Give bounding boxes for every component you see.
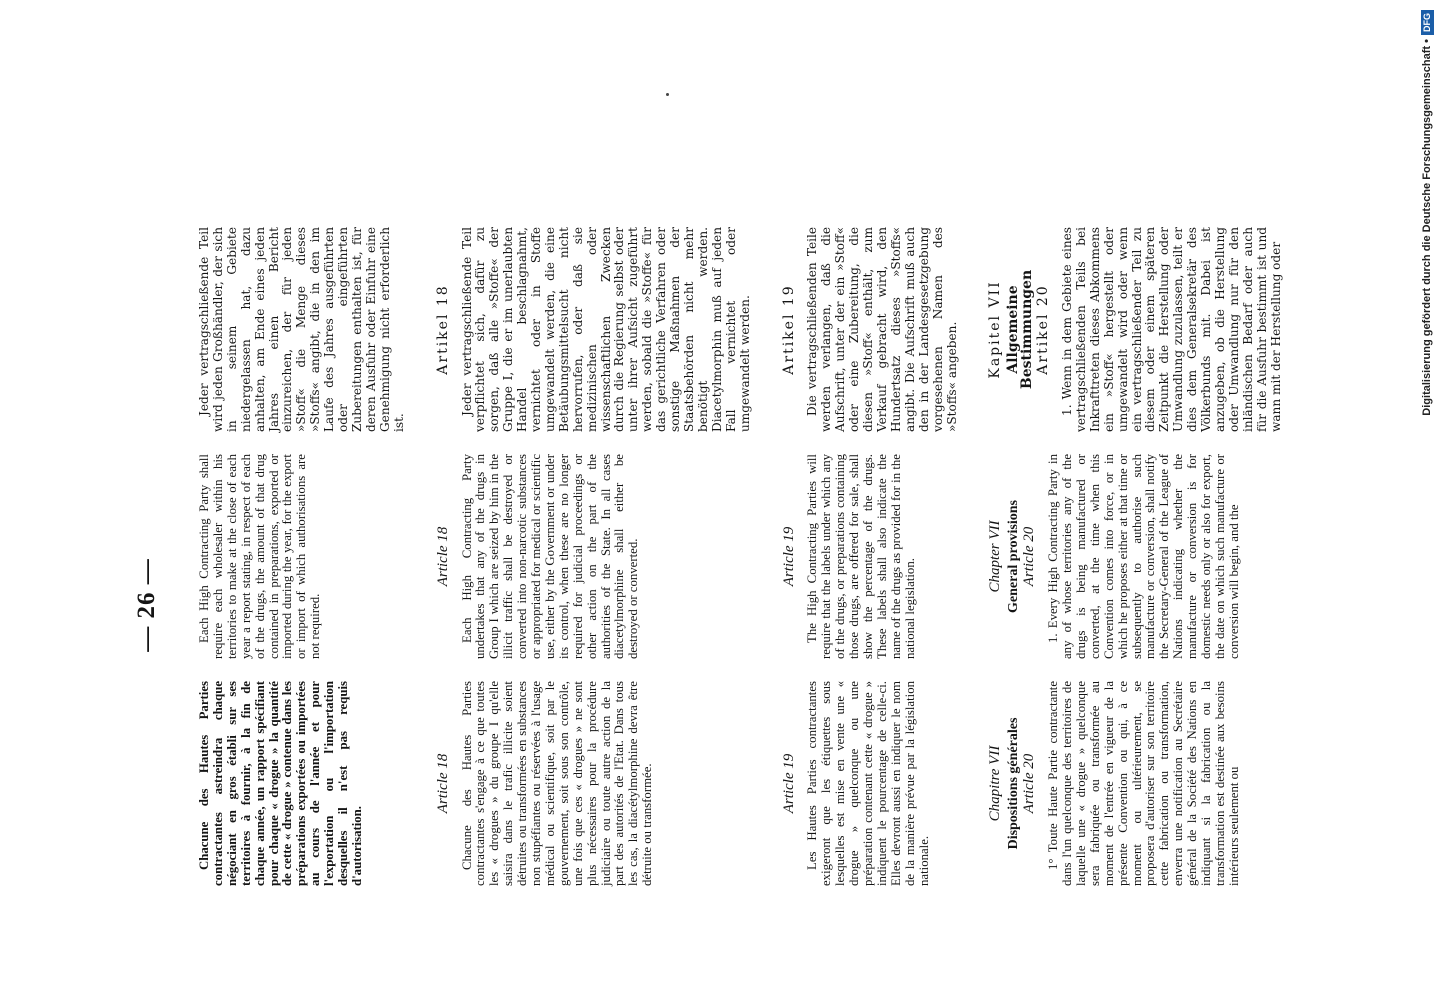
chapter-7-english — [959, 454, 1283, 659]
article-18-text-de: Jeder vertragschließende Teil verpflichtet sich, dafür zu sorgen, daß alle »Stoffe« der Gruppe I, die er im unerlaubten Handel beschlagnahmt, vernichtet oder in Stoffe umgewandelt werden, die eine Betäubungsmittelsucht nicht hervorrufen, oder daß sie medizinischen oder wissenschaftlichen Zwecken durch die Regierung selbst oder unter ihrer Aufsicht zugeführt werden, sobald die »Stoffe« für das gerichtliche Verfahren oder sonstige Maßnahmen der Staatsbehörden nicht mehr benötigt werden. Diacetylmorphin muß auf jeden Fall vernichtet oder umgewandelt werden. — [459, 227, 752, 432]
article-19-german — [753, 227, 960, 432]
scan-speck — [666, 93, 669, 96]
article-18-text-fr: Chacune des Hautes Parties contractantes s'engage à ce que toutes les « drogues » du groupe I qu'elle saisira dans le trafic illicite soient détruites ou transformées en substances non stupéfiantes ou réservées à l'usage médical ou scientifique, soit par le gouvernement, soit sous son contrôle, une fois que ces « drogues » ne sont plus nécessaires pour la procédure judiciaire ou toute autre action de la part des autorités de l'Etat. Dans tous les cas, la diacétylmorphine devra être détruite ou transformée. — [459, 681, 655, 886]
article-19-english — [753, 454, 960, 659]
column-english — [198, 454, 407, 659]
trilingual-columns — [198, 226, 1434, 886]
digitization-footer — [1418, 10, 1434, 990]
intro-german: Jeder vertragschließende Teil wird jeden Großhändler, der sich in seinem Gebiete niedergelassen hat, dazu anhalten, am Ende eines jeden Jahres einen Bericht einzureichen, der für jeden »Stoff« die Menge dieses »Stoffs« angibt, die in den im Laufe des Jahres ausgeführten oder eingeführten Zubereitungen enthalten ist, für deren Ausfuhr oder Einfuhr eine Genehmigung nicht erforderlich ist. — [197, 227, 406, 432]
article-18-row — [407, 226, 753, 886]
article-19-text-en: The High Contracting Parties will require that the labels under which any of the drugs, or preparations containing those drugs, are offered for sale, shall show the percentage of the drugs. These labels shall also indicate the name of the drugs as provided for in the national legislation. — [805, 454, 917, 659]
article-19-heading-fr: Article 19 — [780, 753, 797, 814]
article-20-text-de: 1. Wenn in dem Gebiete eines vertragschließenden Teils bei Inkrafttreten dieses Abkommens ein »Stoff« hergestellt oder umgewandelt wird oder wenn ein vertragschließender Teil zu diesem oder einem späteren Zeitpunkt die Herstellung oder Umwandlung zuzulassen, teilt er dies dem Generalsekretär des Völkerbunds mit. Dabei ist anzugeben, ob die Herstellung oder Umwandlung nur für den inländischen Bedarf oder auch für die Ausfuhr bestimmt ist und wann mit der Herstellung oder — [1060, 227, 1283, 432]
article-20-heading-en: Article 20 — [1021, 526, 1038, 587]
dfg-logo: DFG — [1421, 10, 1434, 35]
article-20-text-en: 1. Every High Contracting Party in any of whose territories any of the drugs is being manufactured or converted, at the time when this Convention comes into force, or in which he proposes either at that time or subsequently to authorise such manufacture or conversion, shall notify the Secretary-General of the League of Nations indicating whether the manufacture or conversion is for domestic needs only or also for export, the date on which such manufacture or conversion will begin, and the — [1046, 454, 1241, 659]
article-18-text-en: Each High Contracting Party undertakes that any of the drugs in Group I which are seized by him in the illicit traffic shall be destroyed or converted into non-narcotic substances or appropriated for medical or scientific use, either by the Government or under its control, when these are no longer required for judicial proceedings or other action on the part of the authorities of the State. In all cases diacetylmorphine shall either be destroyed or converted. — [459, 454, 641, 659]
section-heading-de: Allgemeine Bestimmungen — [1005, 269, 1036, 390]
chapter-heading-en: Chapter VII — [987, 520, 1004, 593]
intro-english: Each High Contracting Party shall require each wholesaler within his territories to make at the close of each year a report stating, in respect of each of the drugs, the amount of that drug contained in preparations, exported or imported during the year, for the export or import of which authorisations are not required. — [197, 454, 323, 659]
article-19-heading-en: Article 19 — [780, 526, 797, 587]
article-20-heading-fr: Article 20 — [1021, 753, 1038, 814]
intro-french: Chacune des Hautes Parties contractantes astreindra chaque négociant en gros établi sur ses territoires à fournir, à la fin de chaque année, un rapport spécifiant pour chaque « drogue » la quantité de cette « drogue » contenue dans les préparations exportées ou importées au cours de l'année et pour l'exportation ou l'importation desquelles il n'est pas requis d'autorisation. — [197, 681, 364, 886]
article-19-text-de: Die vertragschließenden Teile werden verlangen, daß die Aufschrift, unter der ein »Stoff« oder eine Zubereitung, die diesen »Stoff« enthält, zum Verkauf gebracht wird, den Hundertsatz dieses »Stoffs« angibt. Die Aufschrift muß auch den in der Landesgesetzgebung vorgesehenen Namen des »Stoffs« angeben. — [805, 227, 959, 432]
article-18-english — [407, 454, 753, 659]
article-20-text-fr: 1° Toute Haute Partie contractante dans l'un quelconque des territoires de laquelle une « drogue » quelconque sera fabriquée ou transformée au moment de l'entrée en vigueur de la présente Convention ou qui, à ce moment ou ultérieurement, se proposera d'autoriser sur son territoire cette fabrication ou transformation, enverra une notification au Secrétaire général de la Société des Nations en indiquant si la fabrication ou la transformation est destinée aux besoins intérieurs seulement ou — [1046, 681, 1241, 886]
chapter-7-french — [959, 681, 1283, 886]
article-19-french — [753, 681, 960, 886]
section-heading-fr: Dispositions générales — [1006, 717, 1022, 850]
page-number: — 26 — — [133, 558, 160, 652]
article-18-heading-en: Article 18 — [434, 526, 451, 587]
chapter-heading-de: Kapitel VII — [987, 280, 1004, 379]
section-heading-en: General provisions — [1006, 500, 1022, 613]
article-18-german — [407, 227, 753, 432]
footer-text — [1418, 10, 1434, 990]
scanned-page — [95, 210, 1434, 1000]
article-19-row — [753, 226, 960, 886]
column-german — [198, 227, 407, 432]
chapter-7-row — [959, 226, 1283, 886]
article-19-heading-de: Artikel 19 — [780, 284, 797, 375]
chapter-heading-fr: Chapitre VII — [987, 745, 1004, 822]
article-18-french — [407, 681, 753, 886]
chapter-7-german — [959, 227, 1283, 432]
footer-caption: Digitalisierung gefördert durch die Deutsche Forschungsgemeinschaft • — [1421, 39, 1433, 416]
column-french — [198, 681, 407, 886]
intro-row — [198, 226, 407, 886]
article-20-heading-de: Artikel 20 — [1035, 284, 1052, 375]
article-19-text-fr: Les Hautes Parties contractantes exigeront que les étiquettes sous lesquelles est mise en vente une « drogue » quelconque ou une préparation contenant cette « drogue » indiquent le pourcentage de celle-ci. Elles devront aussi en indiquer le nom de la manière prévue par la législation nationale. — [805, 681, 931, 886]
article-18-heading-de: Artikel 18 — [434, 284, 451, 375]
article-18-heading-fr: Article 18 — [434, 753, 451, 814]
